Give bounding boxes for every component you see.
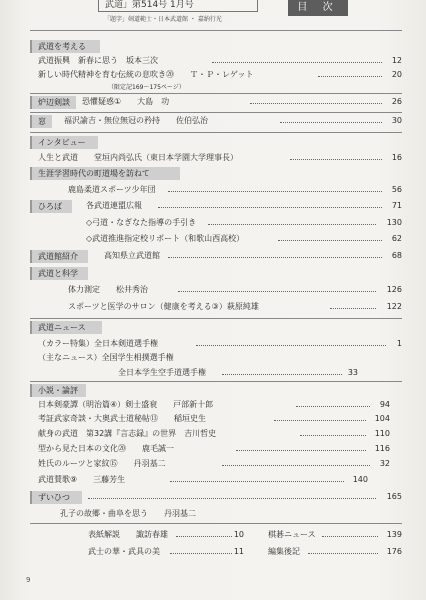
dot-leader: [168, 257, 382, 258]
dot-leader: [178, 291, 376, 292]
entry-text: （主なニュース）全国学生相撲選手権: [38, 353, 174, 362]
dot-leader: [212, 62, 382, 63]
entry-page: 32: [379, 459, 390, 468]
entry-page: 33: [347, 368, 358, 377]
dot-leader: [322, 536, 378, 537]
entry-text: 福沢諭吉・無位無冠の矜持 佐伯弘治: [64, 116, 208, 125]
entry-page: 11: [233, 547, 244, 556]
divider: [30, 30, 402, 31]
entry-page: 110: [374, 429, 390, 438]
entry-page: 126: [386, 285, 402, 294]
entry-page: 140: [352, 475, 368, 484]
entry-page: 71: [391, 201, 402, 210]
entry-text: 全日本学生空手道選手権: [118, 368, 206, 377]
section-robou-kendan: 炉辺剣談: [30, 96, 76, 109]
dot-leader: [88, 498, 376, 499]
section-budo-kangaeru: 武道を考える: [30, 40, 100, 53]
dot-leader: [300, 435, 366, 436]
dot-leader: [250, 103, 382, 104]
entry-page: 130: [386, 218, 402, 227]
dot-leader: [236, 450, 366, 451]
divider: [30, 93, 402, 94]
section-zuihitsu: ずいひつ: [30, 491, 82, 504]
entry-page: 176: [386, 547, 402, 556]
entry-page: 104: [374, 414, 390, 423]
entry-text: 考証武家奇談・大奥武士道秘帖⑬ 稲垣史生: [38, 414, 206, 423]
entry-text: 体力測定 松井秀治: [68, 285, 148, 294]
dot-leader: [170, 553, 232, 554]
section-hiroba: ひろば: [30, 200, 72, 213]
publisher-line: 「題字」剣道範士・日本武道館 ・ 嘉納行光: [104, 16, 222, 23]
entry-page: 122: [386, 302, 402, 311]
entry-text: 姓氏のルーツと家紋⑮ 丹羽基二: [38, 459, 166, 468]
entry-text: 日本剣豪譚（明治篇④）剣士盛衰 戸部新十郎: [38, 400, 214, 409]
dot-leader: [308, 553, 378, 554]
dot-leader: [208, 224, 376, 225]
dot-leader: [222, 374, 342, 375]
issue-title: 武道」第514号 1月号: [98, 0, 258, 12]
section-shougai: 生涯学習時代の町道場を訪ねて: [30, 167, 180, 180]
dot-leader: [330, 308, 376, 309]
entry-text: 編集後記: [268, 547, 300, 556]
entry-page: 116: [374, 444, 390, 453]
entry-page: 10: [233, 530, 244, 539]
entry-page: 12: [391, 56, 402, 65]
entry-page: 16: [391, 153, 402, 162]
entry-text: 献身の武道 第32講『言志録』の世界 吉川哲史: [38, 429, 217, 438]
dot-leader: [278, 240, 382, 241]
entry-text: 武道振興 新春に思う 坂本三次: [38, 56, 158, 65]
section-shosetsu: 小説・論評: [30, 384, 86, 397]
entry-text: 人生と武道 堂垣内尚弘氏（東日本学園大学理事長）: [38, 153, 238, 162]
toc-title: 目 次: [288, 0, 348, 16]
dot-leader: [280, 122, 382, 123]
entry-text: 表紙解説 諏訪春雄: [88, 530, 168, 539]
entry-text: 鹿島柔道スポーツ少年団: [68, 185, 156, 194]
page-number: 9: [26, 576, 31, 584]
entry-text: 棋碁ニュース: [268, 530, 316, 539]
dot-leader: [170, 481, 344, 482]
divider: [30, 112, 402, 113]
entry-text: ◇弓道・なぎなた指導の手引き: [86, 218, 197, 227]
entry-note: （限定記169〜175ページ）: [108, 84, 185, 91]
divider: [30, 318, 402, 319]
entry-page: 165: [386, 492, 402, 501]
divider: [30, 132, 402, 133]
dot-leader: [168, 191, 382, 192]
entry-text: （カラー特集）全日本剣道選手権: [38, 339, 158, 348]
entry-page: 139: [386, 530, 402, 539]
dot-leader: [296, 406, 370, 407]
entry-page: 26: [391, 97, 402, 106]
dot-leader: [158, 207, 382, 208]
entry-page: 1: [396, 339, 402, 348]
dot-leader: [222, 465, 370, 466]
dot-leader: [176, 536, 232, 537]
entry-text: 恐懼疑惑① 大島 功: [82, 97, 170, 106]
entry-text: 新しい時代精神を育む伝統の息吹き⑳ Ｔ・Ｐ・レゲット: [38, 70, 254, 79]
entry-text: 武士の華・武具の美: [88, 547, 160, 556]
dot-leader: [196, 345, 386, 346]
entry-page: 94: [379, 400, 390, 409]
divider: [30, 381, 402, 382]
entry-page: 62: [391, 234, 402, 243]
entry-page: 68: [391, 251, 402, 260]
entry-text: ◇武道推進指定校リポート（和歌山西高校）: [86, 234, 245, 243]
section-mado: 窓: [30, 115, 52, 128]
section-budo-to-kagaku: 武道と科学: [30, 267, 88, 280]
dot-leader: [318, 76, 382, 77]
section-interview: インタビュー: [30, 136, 98, 149]
dot-leader: [290, 159, 382, 160]
entry-text: 高知県立武道館: [104, 251, 160, 260]
entry-text: 各武道連盟広報: [86, 201, 142, 210]
dot-leader: [274, 420, 366, 421]
divider: [30, 523, 402, 524]
entry-page: 56: [391, 185, 402, 194]
entry-text: 孔子の故郷・曲阜を思う 丹羽基二: [60, 509, 196, 518]
entry-page: 30: [391, 116, 402, 125]
entry-text: 型から見た日本の文化⑳ 鹿毛誠一: [38, 444, 174, 453]
entry-text: スポーツと医学のサロン（健康を考える③）萩原純雄: [68, 302, 259, 311]
section-budo-news: 武道ニュース: [30, 321, 102, 334]
section-budokan-shokai: 武道館紹介: [30, 250, 88, 263]
entry-text: 武道賛歌⑨ 三藤芳生: [38, 475, 126, 484]
entry-page: 20: [391, 70, 402, 79]
